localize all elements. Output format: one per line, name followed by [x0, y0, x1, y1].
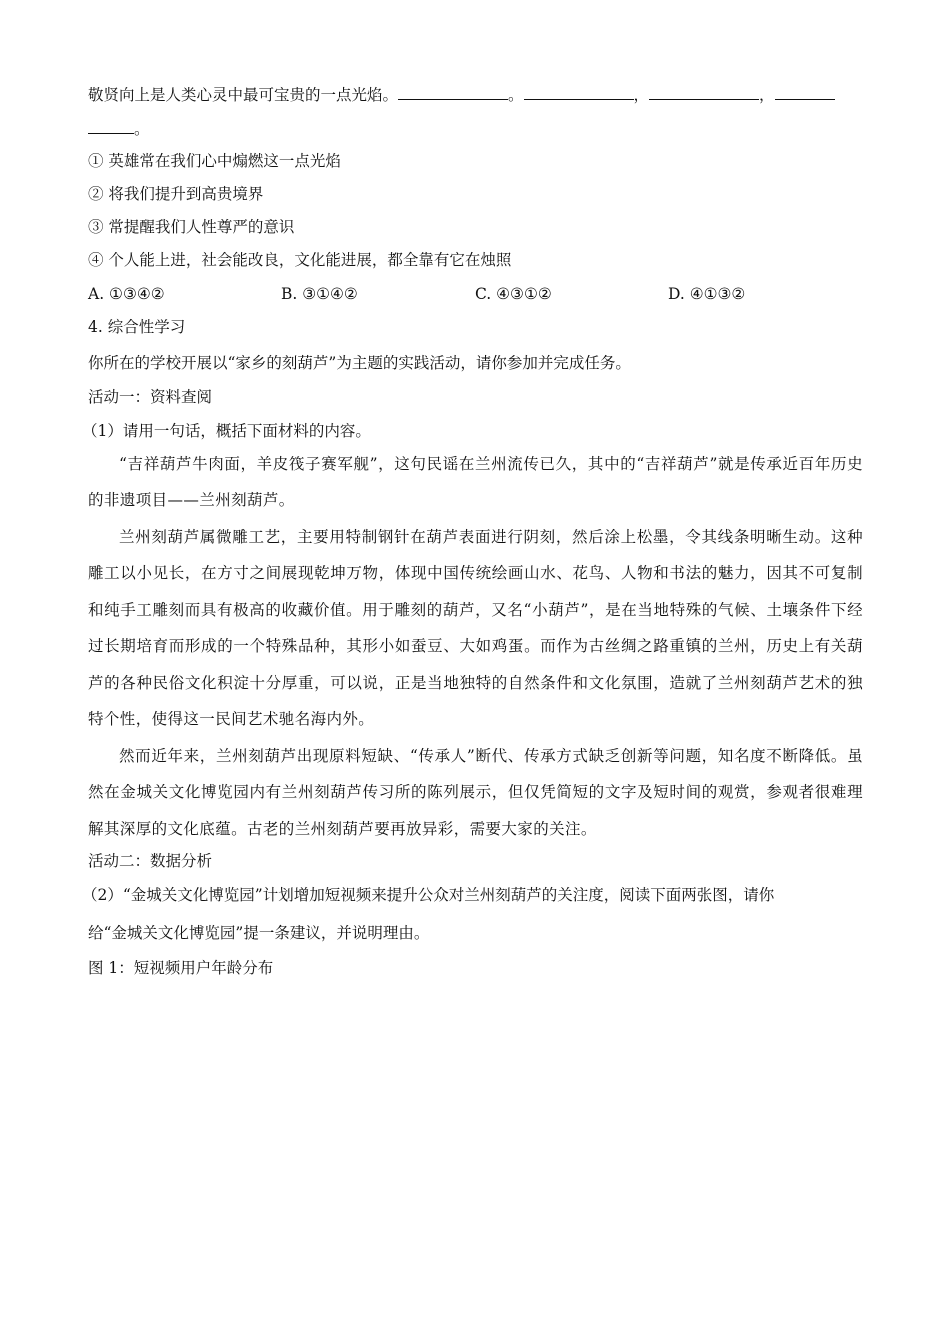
q3-item-4: ④ 个人能上进，社会能改良，文化能进展，都全靠有它在烛照 — [88, 251, 512, 269]
task-2-line-1: （2）“金城关文化博览园”计划增加短视频来提升公众对兰州刻葫芦的关注度，阅读下面两张图，请你 — [82, 886, 775, 904]
q3-item-3: ③ 常提醒我们人性尊严的意识 — [88, 218, 295, 236]
task-1: （1）请用一句话，概括下面材料的内容。 — [82, 422, 371, 440]
activity-1-heading: 活动一：资料查阅 — [88, 388, 213, 406]
material-paragraph-3: 然而近年来，兰州刻葫芦出现原料短缺、“传承人”断代、传承方式缺乏创新等问题，知名度不断降低。虽然在金城关文化博览园内有兰州刻葫芦传习所的陈列展示，但仅凭简短的文字及短时间的观赏，参观者很难理解其深厚的文化底蕴。古老的兰州刻葫芦要再放异彩，需要大家的关注。 — [88, 747, 863, 838]
q3-stem-line-2 — [88, 118, 150, 140]
q3-stem-line — [88, 84, 835, 106]
q4-intro: 你所在的学校开展以“家乡的刻葫芦”为主题的实践活动，请你参加并完成任务。 — [88, 354, 631, 372]
q3-item-1: ① 英雄常在我们心中煽燃这一点光焰 — [88, 152, 341, 170]
q3-end: 。 — [134, 120, 150, 138]
material-paragraph-2: 兰州刻葫芦属微雕工艺，主要用特制钢针在葫芦表面进行阴刻，然后涂上松墨，令其线条明晰生动。这种雕工以小见长，在方寸之间展现乾坤万物，体现中国传统绘画山水、花鸟、人物和书法的魅力，因其不可复制和纯手工雕刻而具有极高的收藏价值。用于雕刻的葫芦，又名“小葫芦”，是在当地特殊的气候、土壤条件下经过长期培育而形成的一个特殊品种，其形小如蚕豆、大如鸡蛋。而作为古丝绸之路重镇的兰州，历史上有关葫芦的各种民俗文化积淀十分厚重，可以说，正是当地独特的自然条件和文化氛围，造就了兰州刻葫芦艺术的独特个性，使得这一民间艺术驰名海内外。 — [88, 528, 863, 729]
answer-blank-3[interactable] — [649, 85, 759, 100]
option-d[interactable]: D. ④①③② — [668, 285, 746, 303]
answer-blank-4b[interactable] — [88, 119, 134, 134]
activity-2-heading: 活动二：数据分析 — [88, 852, 213, 870]
task-2-line-2: 给“金城关文化博览园”提一条建议，并说明理由。 — [88, 924, 430, 942]
figure-1-caption: 图 1：短视频用户年龄分布 — [88, 959, 274, 977]
option-c[interactable]: C. ④③①② — [475, 285, 552, 303]
answer-blank-4a[interactable] — [775, 85, 835, 100]
q4-title: 4. 综合性学习 — [88, 318, 186, 336]
q3-stem: 敬贤向上是人类心灵中最可宝贵的一点光焰。 — [88, 86, 399, 104]
option-b[interactable]: B. ③①④② — [281, 285, 358, 303]
q3-item-2: ② 将我们提升到高贵境界 — [88, 185, 264, 203]
answer-blank-2[interactable] — [524, 85, 634, 100]
option-a[interactable]: A. ①③④② — [88, 285, 165, 303]
q3-sep-2: ， — [633, 86, 650, 104]
material-paragraph-1: “吉祥葫芦牛肉面，羊皮筏子赛军舰”，这句民谣在兰州流传已久，其中的“吉祥葫芦”就是传承近百年历史的非遗项目——兰州刻葫芦。 — [88, 455, 863, 510]
q3-sep-3: ， — [759, 86, 775, 104]
q3-sep-1: 。 — [508, 86, 524, 104]
answer-blank-1[interactable] — [398, 85, 508, 100]
